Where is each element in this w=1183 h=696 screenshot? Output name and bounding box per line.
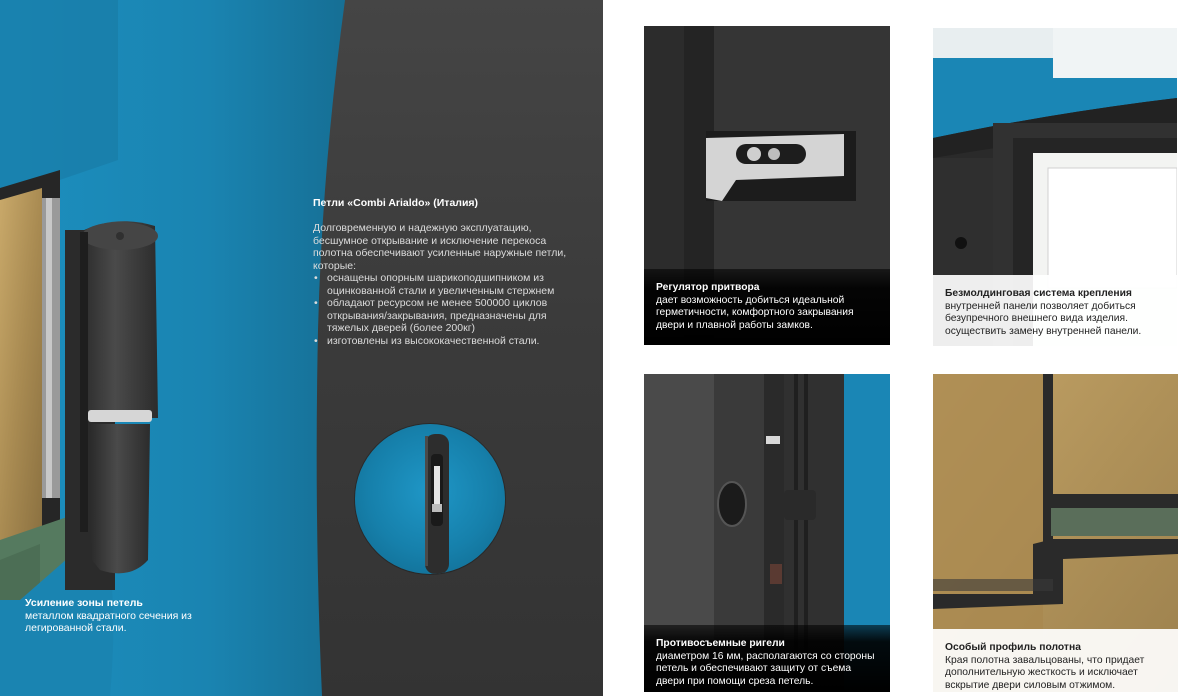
card-text: дает возможность добиться идеальной герметичности, комфортного закрывания двери и плавной работы замков. [656, 294, 854, 331]
card-striker-adjuster [644, 26, 890, 345]
bullet-icon: • [314, 272, 318, 284]
card-text: внутренней панели позволяет добиться безупречного внешнего вида изделия. осуществить замену внутренней панели. [945, 300, 1142, 337]
card-title: Регулятор притвора [656, 282, 760, 293]
card-caption [644, 269, 890, 345]
card-caption [644, 625, 890, 692]
hinge-zone-caption [25, 597, 245, 635]
hinge-section-title: Петли «Combi Arialdo» (Италия) [313, 197, 479, 209]
hinge-upper-knuckle [80, 221, 158, 418]
hinge-bearing-closeup-circle [355, 424, 505, 574]
hinge-silver-ring [88, 410, 152, 422]
card-title: Безмолдинговая система крепления [945, 288, 1132, 299]
card-special-profile [933, 374, 1178, 692]
bullet-icon: • [314, 334, 318, 347]
card-caption [933, 629, 1178, 692]
card-moldingless-system [933, 28, 1177, 346]
caption-title: Усиление зоны петель [25, 597, 143, 609]
hinge-lower-knuckle [90, 424, 150, 573]
mineral-wool-insulation [0, 188, 42, 548]
caption-text: металлом квадратного сечения из легированной стали. [25, 609, 192, 634]
card-title: Противосъемные ригели [656, 638, 785, 649]
hinge-intro-text: Долговременную и надежную эксплуатацию, бесшумное открывание и исключение перекоса полотна обеспечивают усиленные наружные петли, которые: [313, 222, 567, 272]
card-anti-removal-bolts [644, 374, 890, 692]
hinge-feature-list [313, 272, 563, 348]
card-caption [933, 275, 1177, 346]
card-text: диаметром 16 мм, располагаются со стороны петель и обеспечивают защиту от съема двери при помощи среза петель. [656, 650, 875, 687]
bullet-icon: • [314, 297, 318, 310]
card-title: Особый профиль полотна [945, 642, 1081, 653]
hinge-feature-item: • оснащены опорным шарикоподшипником из оцинкованной стали и увеличенным стержнем [314, 272, 555, 297]
hinge-feature-item: • изготовлены из высококачественной стали. [314, 334, 540, 347]
hinge-feature-item: • обладают ресурсом не менее 500000 циклов открывания/закрывания, предназначены для тяжелых дверей (более 200кг) [314, 297, 548, 335]
card-text: Края полотна завальцованы, что придает дополнительную жесткость и исключает вскрытие двери силовым отжимом. [945, 654, 1145, 691]
